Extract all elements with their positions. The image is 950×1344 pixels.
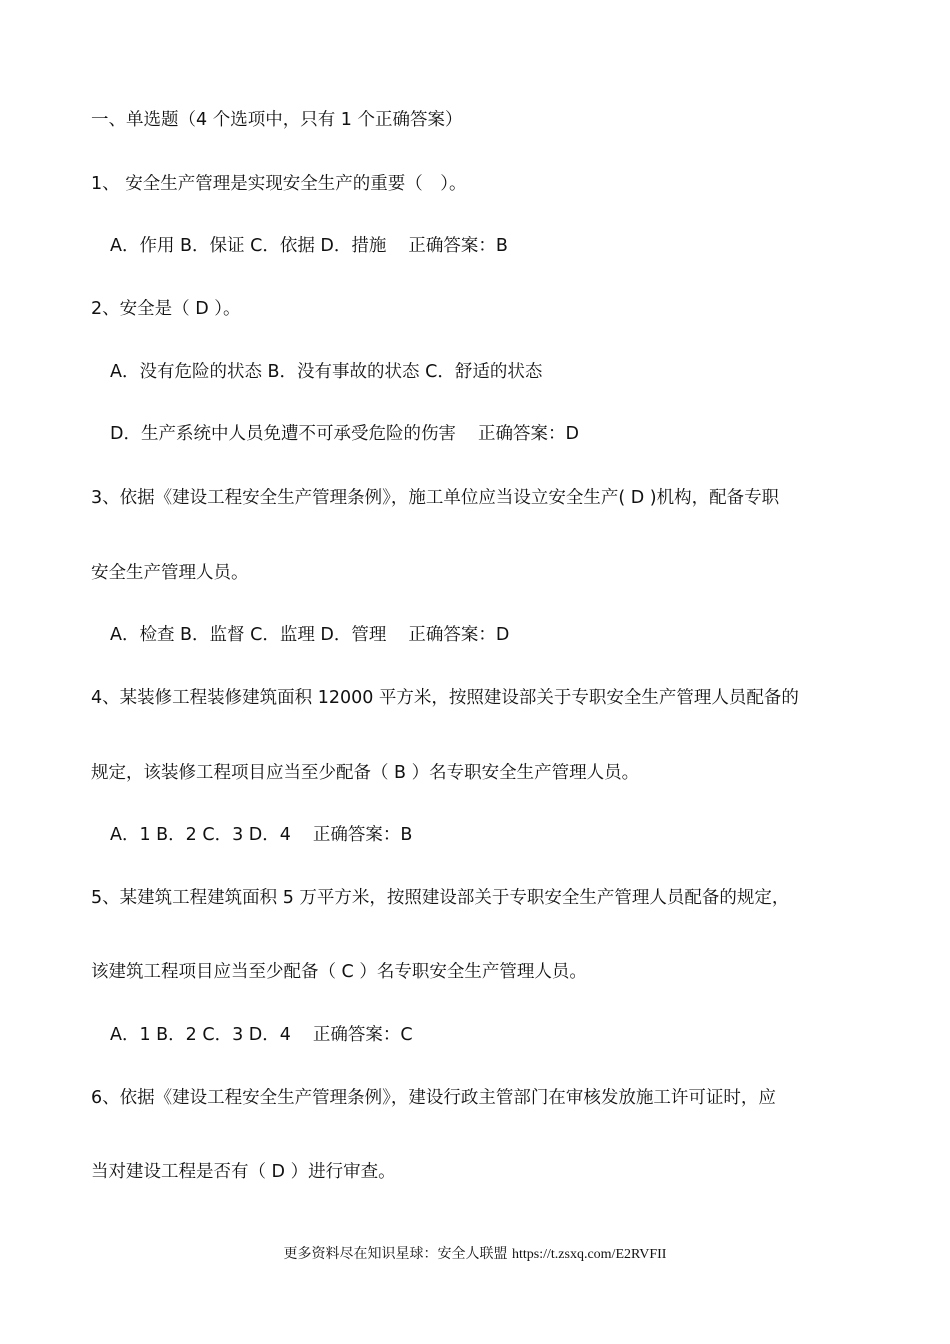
option-text: D．生产系统中人员免遭不可承受危险的伤害: [110, 424, 456, 444]
option-text: A．检查 B．监督 C．监理 D．管理: [110, 625, 387, 645]
question-4-stem-line-1: 4、某装修工程装修建筑面积 12000 平方米，按照建设部关于专职安全生产管理人员配备的: [91, 688, 799, 708]
question-3-stem-line-2: 安全生产管理人员。: [91, 563, 249, 583]
answer-text: 正确答案：B: [312, 825, 413, 845]
question-2-stem: 2、安全是（ D ）。: [91, 299, 241, 319]
question-1-options: [110, 234, 508, 258]
question-5-options: [110, 1023, 413, 1047]
question-5-stem-line-1: 5、某建筑工程建筑面积 5 万平方米，按照建设部关于专职安全生产管理人员配备的规定，: [91, 888, 790, 908]
question-2-options-line-2: [110, 422, 579, 446]
answer-text: 正确答案：B: [408, 236, 508, 256]
page-footer: [0, 1244, 950, 1265]
question-2-options-line-1: A．没有危险的状态 B．没有事故的状态 C．舒适的状态: [110, 362, 543, 382]
option-text: A．1 B．2 C．3 D．4: [110, 825, 291, 845]
question-6-stem-line-2: 当对建设工程是否有（ D ）进行审查。: [91, 1162, 396, 1182]
question-3-stem-line-1: 3、依据《建设工程安全生产管理条例》，施工单位应当设立安全生产( D )机构，配备专职: [91, 488, 780, 508]
answer-text: 正确答案：C: [312, 1025, 413, 1045]
question-3-options: [110, 623, 509, 647]
option-text: A．作用 B．保证 C．依据 D．措施: [110, 236, 387, 256]
question-6-stem-line-1: 6、依据《建设工程安全生产管理条例》，建设行政主管部门在审核发放施工许可证时，应: [91, 1088, 776, 1108]
question-4-stem-line-2: 规定，该装修工程项目应当至少配备（ B ）名专职安全生产管理人员。: [91, 763, 640, 783]
answer-text: 正确答案：D: [408, 625, 510, 645]
question-4-options: [110, 823, 412, 847]
question-5-stem-line-2: 该建筑工程项目应当至少配备（ C ）名专职安全生产管理人员。: [91, 962, 587, 982]
answer-text: 正确答案：D: [477, 424, 579, 444]
footer-label: 更多资料尽在知识星球：安全人联盟: [283, 1246, 508, 1262]
section-title: 一、单选题（4 个选项中，只有 1 个正确答案）: [91, 110, 463, 130]
option-text: A．1 B．2 C．3 D．4: [110, 1025, 291, 1045]
footer-link[interactable]: https://t.zsxq.com/E2RVFII: [512, 1247, 667, 1262]
question-1-stem: 1、 安全生产管理是实现安全生产的重要（ ）。: [91, 174, 467, 194]
